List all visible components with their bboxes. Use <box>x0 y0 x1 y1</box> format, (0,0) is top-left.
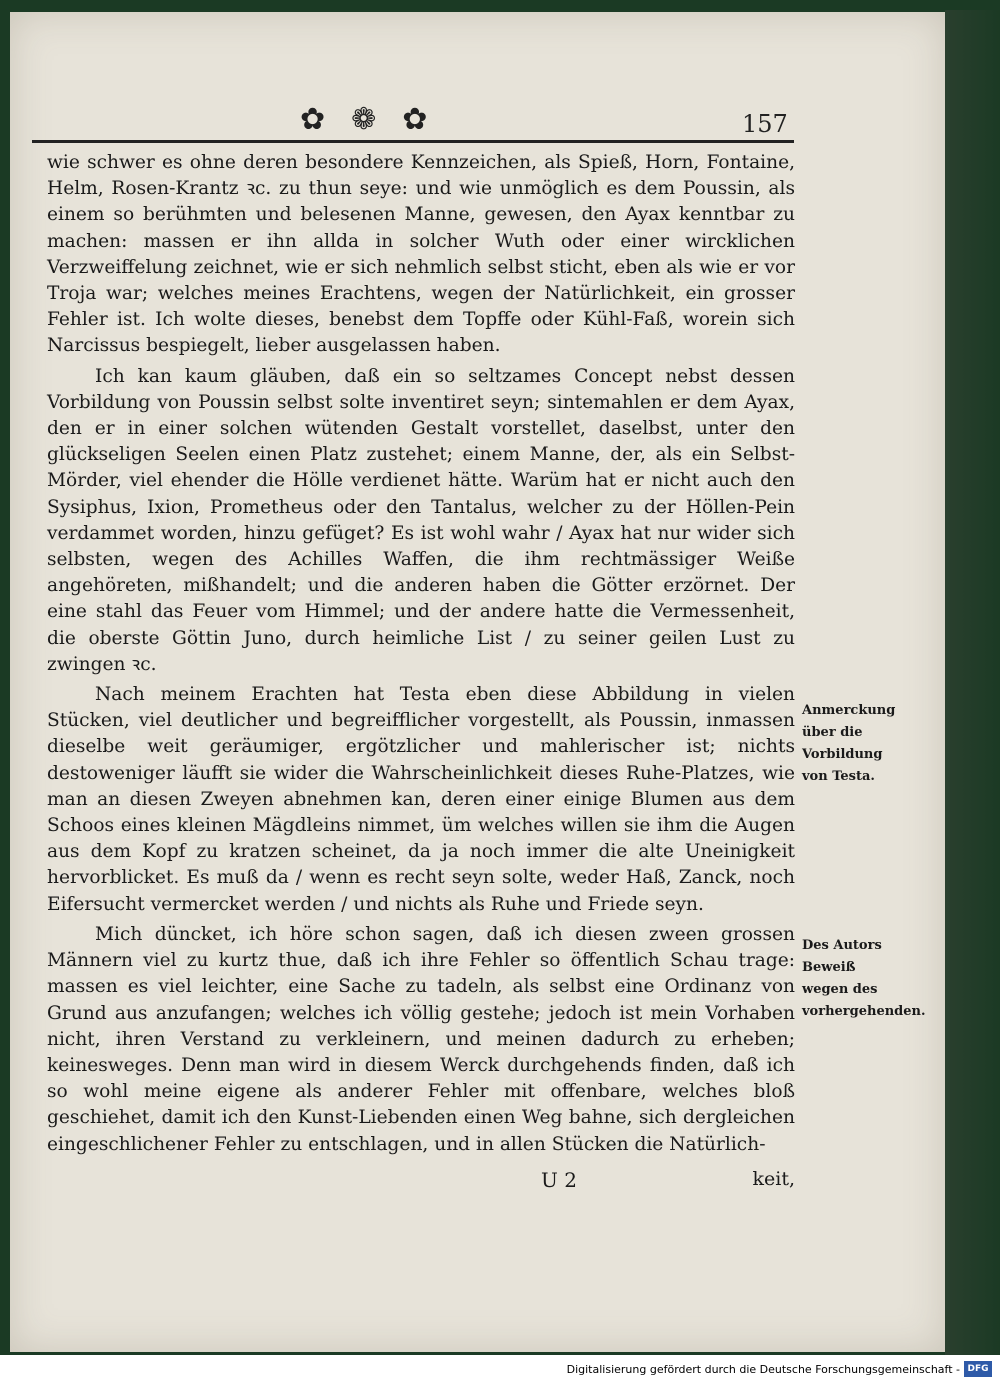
paragraph: Mich düncket, ich höre schon sagen, daß ich diesen zween grossen Männern viel zu kurtz thue, daß ich ihre Fehler so öffentlich Schau trage: massen es viel leichter, eine Sache zu tadeln, als selbst eine Ordinanz von Grund aus anzufangen; welches ich völlig gestehe; jedoch ist mein Vorhaben nicht, ihren Verstand zu verkleinern, und meinen dadurch zu erheben; keinesweges. Denn man wird in diesem Werck durchgehends finden, daß ich so wohl meine eigene als anderer Fehler mit offenbare, welches bloß geschiehet, damit ich den Kunst-Liebenden einen Weg bahne, sich dergleichen eingeschlichener Fehler zu entschlagen, und in allen Stücken die Natürlich- <box>47 923 795 1155</box>
marginal-note-testa <box>802 700 896 788</box>
dfg-credit: Digitalisierung gefördert durch die Deutsche Forschungsgemeinschaft - <box>566 1363 960 1376</box>
marginal-note-author <box>802 935 926 1023</box>
marginal-line: Anmerckung <box>802 703 896 718</box>
paragraph: Nach meinem Erachten hat Testa eben diese Abbildung in vielen Stücken, viel deutlicher und begreifflicher vorgestellt, als Poussin, inmassen dieselbe weit geräumiger, ergötzlicher und mahlerischer ist; nichts destoweniger läufft sie wider die Wahrscheinlichkeit dieses Ruhe-Platzes, wie man an diesen Zweyen abnehmen kan, deren einer einige Blumen aus dem Schoos eines kleinen Mägdleins nimmet, üm welches willen sie ihm die Augen aus dem Kopf zu kratzen scheinet, da ja noch immer die alte Uneinigkeit hervorblicket. Es muß da / wenn es recht seyn solte, weder Haß, Zanck, noch Eifersucht vermercket werden / und nichts als Ruhe und Friede seyn. <box>47 684 795 915</box>
ornament-icon: ✿ <box>402 102 428 137</box>
signature-mark: U 2 <box>541 1168 577 1192</box>
header-ornaments <box>300 102 428 137</box>
dfg-logo: DFG <box>964 1361 992 1377</box>
ornament-icon: ❁ <box>351 102 377 137</box>
marginal-line: Vorbildung <box>802 747 883 762</box>
book-edge <box>945 10 1000 1355</box>
marginal-line: Des Autors Beweiß wegen des vorhergehenden. <box>802 938 926 1019</box>
marginal-line: über die <box>802 725 863 740</box>
digitization-footer <box>0 1355 1000 1383</box>
ornament-icon: ✿ <box>300 102 326 137</box>
main-text <box>47 150 795 1162</box>
marginal-line: von Testa. <box>802 769 875 784</box>
page-footer-line <box>47 1168 795 1198</box>
page-number: 157 <box>742 110 788 138</box>
paragraph: Ich kan kaum gläuben, daß ein so seltzames Concept nebst dessen Vorbildung von Poussin selbst solte inventiret seyn; sintemahlen er dem Ayax, den er in einer solchen wütenden Gestalt vorstellet, daselbst, unter den glückseligen Seelen einen Platz zustehet; einem Manne, der, als ein Selbst-Mörder, viel ehender die Hölle verdienet hätte. Warüm hat er nicht auch den Sysiphus, Ixion, Prometheus oder den Tantalus, welcher zu der Höllen-Pein verdammet worden, hinzu gefüget? Es ist wohl wahr / Ayax hat nur wider sich selbsten, wegen des Achilles Waffen, die ihm rechtmässiger Weiße angehöreten, mißhandelt; und die anderen haben die Götter erzörnet. Der eine stahl das Feuer vom Himmel; und der andere hatte die Vermessenheit, die oberste Göttin Juno, durch heimliche List / zu seiner geilen Lust zu zwingen ꝛc. <box>47 365 795 675</box>
paragraph: wie schwer es ohne deren besondere Kennzeichen, als Spieß, Horn, Fontaine, Helm, Rosen-Krantz ꝛc. zu thun seye: und wie unmöglich es dem Poussin, als einem so berühmten und belesenen Manne, gewesen, den Ayax kenntbar zu machen: massen er ihn allda in solcher Wuth oder einer wircklichen Verzweiffelung zeichnet, wie er sich nehmlich selbst sticht, eben als wie er vor Troja war; welches meines Erachtens, wegen der Natürlichkeit, ein grosser Fehler ist. Ich wolte dieses, benebst dem Topffe oder Kühl-Faß, worein sich Narcissus bespiegelt, lieber ausgelassen haben. <box>47 152 795 357</box>
header-rule <box>32 140 794 143</box>
catchword: keit, <box>752 1168 795 1190</box>
